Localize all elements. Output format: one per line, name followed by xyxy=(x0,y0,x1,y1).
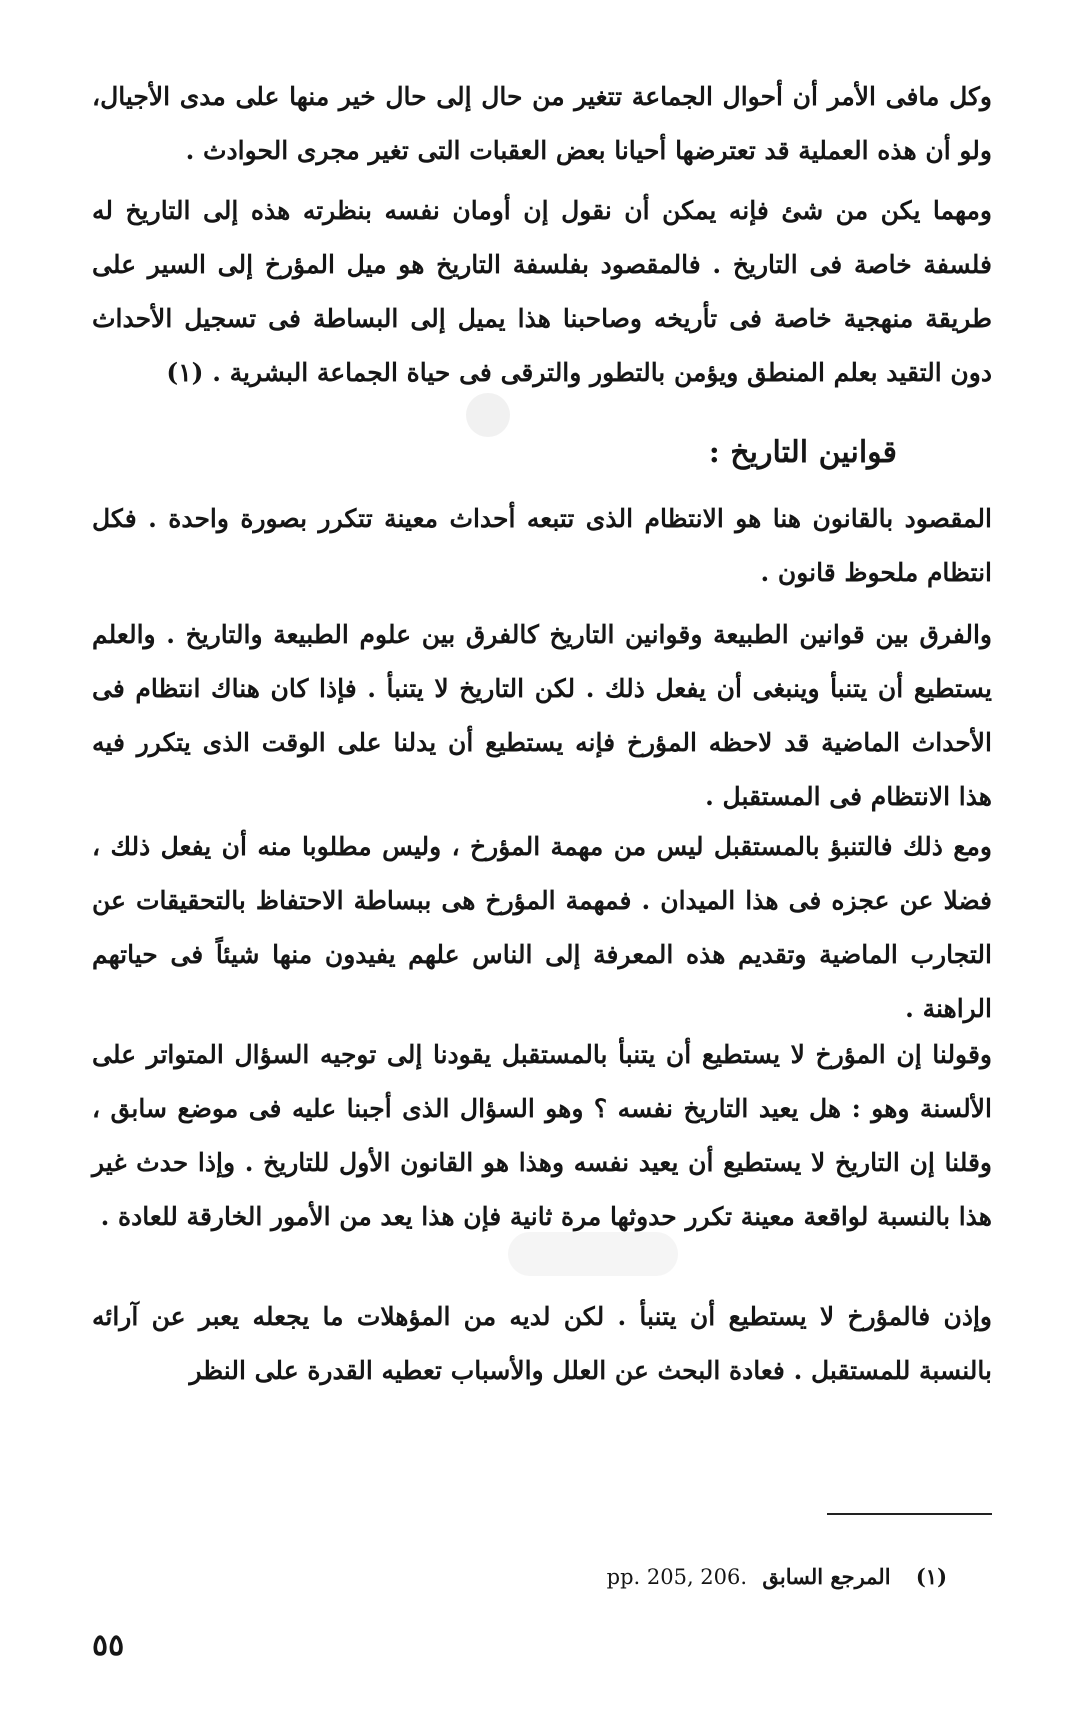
section-heading: قوانين التاريخ : xyxy=(708,435,897,470)
paragraph-4: والفرق بين قوانين الطبيعة وقوانين التاريخ كالفرق بين علوم الطبيعة والتاريخ . والعلم يستطيع أن يتنبأ وينبغى أن يفعل ذلك . لكن التاريخ لا يتنبأ . فإذا كان هناك انتظام فى الأحداث الماضية قد لاحظه المؤرخ فإنه يستطيع أن يدلنا على الوقت الذى يتكرر فيه هذا الانتظام فى المستقبل . xyxy=(92,620,992,811)
paragraph-3: المقصود بالقانون هنا هو الانتظام الذى تتبعه أحداث معينة تتكرر بصورة واحدة . فكل انتظام ملحوظ قانون . xyxy=(92,504,992,587)
page-number: ٥٥ xyxy=(92,1628,125,1663)
paragraph-2: ومهما يكن من شئ فإنه يمكن أن نقول إن أومان نفسه بنظرته هذه إلى التاريخ له فلسفة خاصة فى التاريخ . فالمقصود بفلسفة التاريخ هو ميل المؤرخ إلى السير على طريقة منهجية خاصة فى تأريخه وصاحبنا هذا يميل إلى البساطة فى تسجيل الأحداث دون التقيد بعلم المنطق ويؤمن بالتطور والترقى فى حياة الجماعة البشرية . (١) xyxy=(92,196,992,387)
footnote xyxy=(607,1562,947,1592)
footnote-reference: pp. 205, 206. xyxy=(606,1565,748,1589)
footnote-separator xyxy=(827,1513,992,1515)
footnote-number: (١) xyxy=(915,1564,947,1589)
paragraph-5: ومع ذلك فالتنبؤ بالمستقبل ليس من مهمة المؤرخ ، وليس مطلوبا منه أن يفعل ذلك ، فضلا عن عجزه فى هذا الميدان . فمهمة المؤرخ هى ببساطة الاحتفاظ بالتحقيقات عن التجارب الماضية وتقديم هذه المعرفة إلى الناس علهم يفيدون منها شيئاً فى حياتهم الراهنة . xyxy=(92,832,992,1023)
footnote-text: المرجع السابق xyxy=(762,1564,891,1589)
paragraph-7: وإذن فالمؤرخ لا يستطيع أن يتنبأ . لكن لديه من المؤهلات ما يجعله يعبر عن آرائه بالنسبة للمستقبل . فعادة البحث عن العلل والأسباب تعطيه القدرة على النظر xyxy=(92,1302,992,1385)
paragraph-6: وقولنا إن المؤرخ لا يستطيع أن يتنبأ بالمستقبل يقودنا إلى توجيه السؤال المتواتر على الألسنة وهو : هل يعيد التاريخ نفسه ؟ وهو السؤال الذى أجبنا عليه فى موضع سابق ، وقلنا إن التاريخ لا يستطيع أن يعيد نفسه وهذا هو القانون الأول للتاريخ . وإذا حدث غير هذا بالنسبة لواقعة معينة تكرر حدوثها مرة ثانية فإن هذا يعد من الأمور الخارقة للعادة . xyxy=(92,1040,992,1231)
paragraph-1: وكل مافى الأمر أن أحوال الجماعة تتغير من حال إلى حال خير منها على مدى الأجيال، ولو أن هذه العملية قد تعترضها أحيانا بعض العقبات التى تغير مجرى الحوادث . xyxy=(92,82,992,165)
